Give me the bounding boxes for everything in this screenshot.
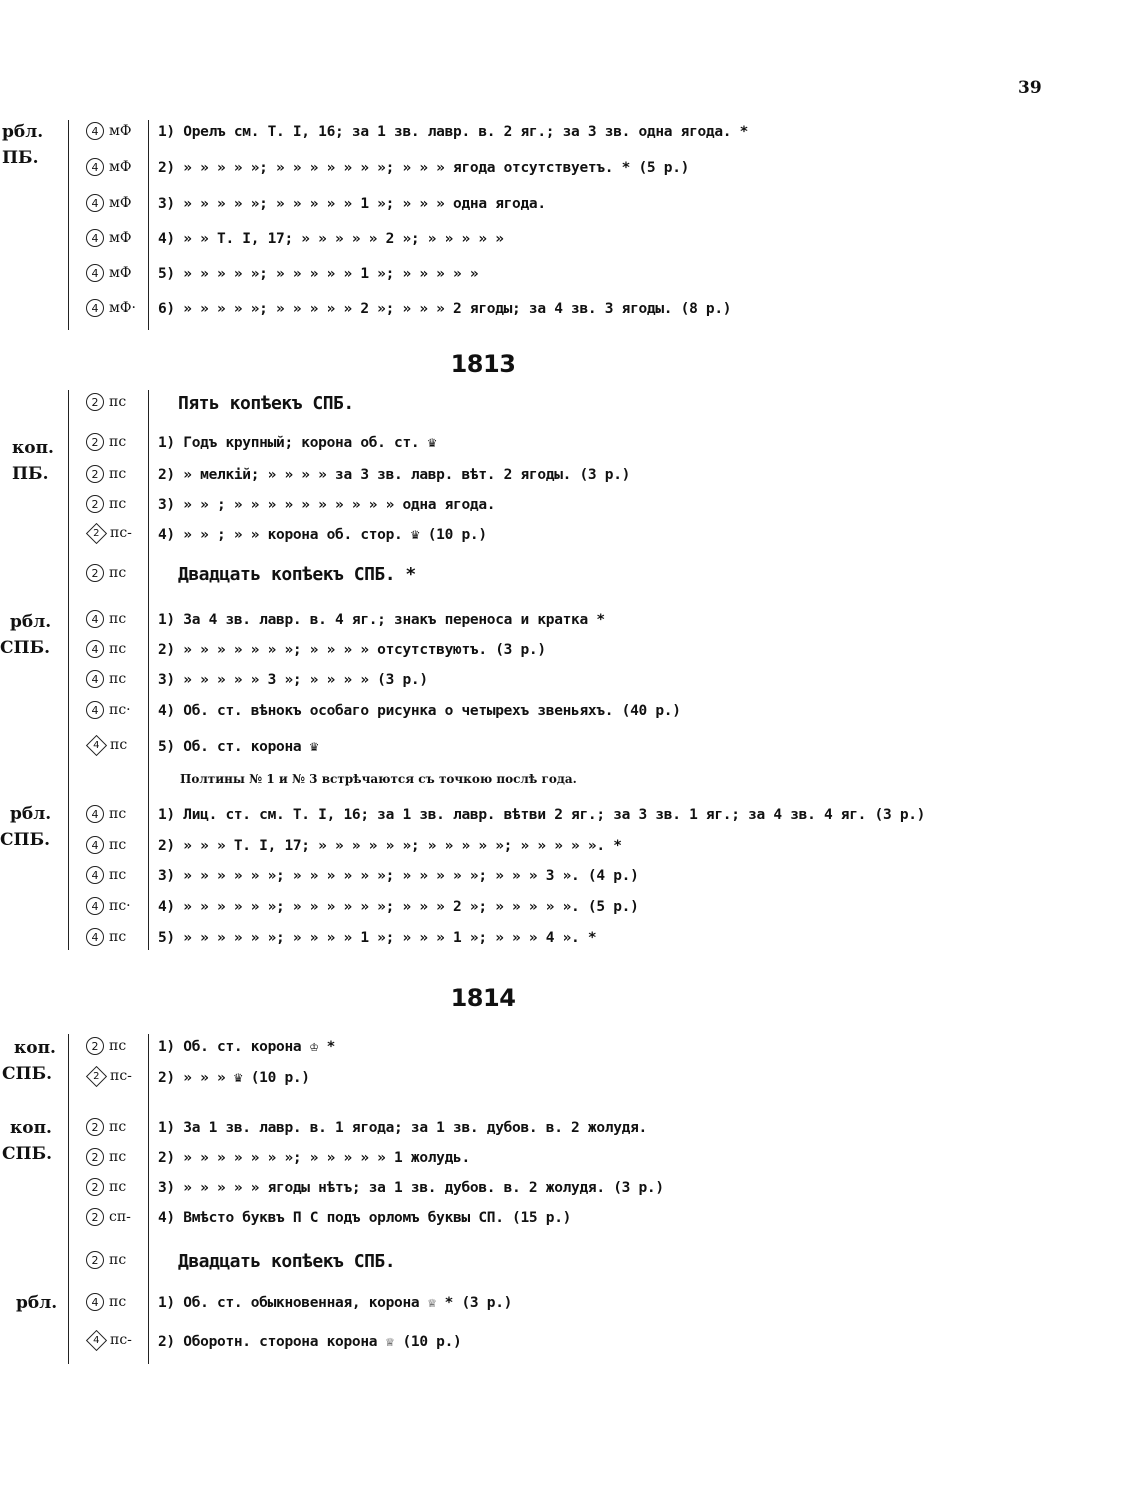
- entry-text: 2) » » » » » » »; » » » » отсутствуютъ. (3 р.): [158, 642, 546, 658]
- mint-mark: пс·: [109, 898, 131, 914]
- entry-text: 3) » » » » » »; » » » » » »; » » » » »; » » » 3 ». (4 р.): [158, 868, 639, 884]
- list-item: [0, 525, 1140, 551]
- circled-number-icon: 2: [86, 465, 104, 483]
- denomination-label: ПБ.: [2, 148, 39, 168]
- entry-text: 1) Об. ст. обыкновенная, корона ♕ * (3 р.): [158, 1295, 513, 1311]
- entry-text: 2) » » » Т. I, 17; » » » » » »; » » » » »; » » » » ». *: [158, 838, 622, 854]
- section-heading: Двадцать копѣекъ СПБ.: [178, 1251, 396, 1272]
- entry-text: 1) Об. ст. корона ♔ *: [158, 1039, 336, 1055]
- entry-text: 1) За 1 зв. лавр. в. 1 ягода; за 1 зв. дубов. в. 2 жолудя.: [158, 1120, 647, 1136]
- entry-text: 2) » мелкій; » » » » за 3 зв. лавр. вѣт. 2 ягоды. (3 р.): [158, 467, 631, 483]
- circled-number-icon: 4: [86, 194, 104, 212]
- list-item: [0, 1037, 1140, 1063]
- list-item: [0, 433, 1140, 459]
- mint-mark: пс: [109, 837, 127, 853]
- circled-number-icon: 4: [86, 640, 104, 658]
- denomination-label: рбл.: [16, 1293, 58, 1313]
- year-heading: 1813: [450, 350, 516, 378]
- section-heading-row: 2 пс Двадцать копѣекъ СПБ.: [0, 1251, 1140, 1277]
- entry-text: 4) Вмѣсто буквъ П С подъ орломъ буквы СП. (15 р.): [158, 1210, 572, 1226]
- circled-number-icon: 2: [86, 393, 104, 411]
- list-item: [0, 158, 1140, 184]
- denomination-label: СПБ.: [0, 638, 51, 658]
- entry-text: 4) Об. ст. вѣнокъ особаго рисунка о четырехъ звеньяхъ. (40 р.): [158, 703, 681, 719]
- list-item: [0, 229, 1140, 255]
- list-item: [0, 701, 1140, 727]
- list-item: [0, 1118, 1140, 1144]
- mint-mark: мФ: [109, 195, 132, 211]
- entry-text: 5) » » » » » »; » » » » 1 »; » » » 1 »; » » » 4 ». *: [158, 930, 597, 946]
- circled-number-icon: 4: [86, 299, 104, 317]
- mint-mark: пс: [109, 611, 127, 627]
- mint-mark: мФ: [109, 230, 132, 246]
- mint-mark: пс: [109, 1038, 127, 1054]
- mint-mark: пс: [109, 641, 127, 657]
- diamond-number-icon: 2: [86, 522, 107, 543]
- mint-mark: пс: [109, 1294, 127, 1310]
- mint-mark: пс: [109, 671, 127, 687]
- list-item: [0, 897, 1140, 923]
- circled-number-icon: 4: [86, 701, 104, 719]
- circled-number-icon: 2: [86, 495, 104, 513]
- circled-number-icon: 2: [86, 1037, 104, 1055]
- circled-number-icon: 4: [86, 1293, 104, 1311]
- mint-mark: пс-: [110, 525, 132, 541]
- mint-mark: пс: [109, 929, 127, 945]
- mint-mark: мФ·: [109, 300, 136, 316]
- denomination-label: коп.: [10, 1118, 52, 1138]
- mint-mark: пс: [109, 466, 127, 482]
- denomination-label: рбл.: [2, 122, 44, 142]
- mint-mark: пс: [110, 737, 128, 753]
- list-item: [0, 264, 1140, 290]
- denomination-label: ПБ.: [12, 464, 49, 484]
- circled-number-icon: 2: [86, 433, 104, 451]
- diamond-number-icon: 2: [86, 1065, 107, 1086]
- circled-number-icon: 4: [86, 670, 104, 688]
- denomination-label: СПБ.: [2, 1064, 53, 1084]
- list-item: [0, 1208, 1140, 1234]
- mint-mark: мФ: [109, 123, 132, 139]
- denomination-label: коп.: [12, 438, 54, 458]
- section-heading-row: 2 пс Двадцать копѣекъ СПБ. *: [0, 564, 1140, 590]
- entry-text: 2) » » » ♛ (10 р.): [158, 1070, 310, 1086]
- entry-text: 4) » » Т. I, 17; » » » » » 2 »; » » » » »: [158, 231, 504, 247]
- list-item: [0, 1293, 1140, 1319]
- mint-mark: пс-: [110, 1068, 132, 1084]
- section-heading: Пять копѣекъ СПБ.: [178, 393, 354, 414]
- mint-mark: пс: [109, 867, 127, 883]
- section-heading: Двадцать копѣекъ СПБ. *: [178, 564, 416, 585]
- list-item: [0, 465, 1140, 491]
- entry-text: 4) » » ; » » корона об. стор. ♛ (10 р.): [158, 527, 487, 543]
- section-heading-row: 2 пс Пять копѣекъ СПБ.: [0, 393, 1140, 419]
- circled-number-icon: 4: [86, 836, 104, 854]
- list-item: [0, 1068, 1140, 1094]
- mint-mark: мФ: [109, 159, 132, 175]
- entry-text: 1) За 4 зв. лавр. в. 4 яг.; знакъ переноса и кратка *: [158, 612, 605, 628]
- list-item: [0, 805, 1140, 831]
- entry-text: 3) » » » » »; » » » » » 1 »; » » » одна ягода.: [158, 196, 546, 212]
- list-item: [0, 640, 1140, 666]
- year-heading: 1814: [450, 984, 516, 1012]
- list-item: [0, 928, 1140, 954]
- circled-number-icon: 2: [86, 1251, 104, 1269]
- list-item: [0, 194, 1140, 220]
- list-item: [0, 836, 1140, 862]
- circled-number-icon: 4: [86, 805, 104, 823]
- entry-text: 3) » » » » » ягоды нѣтъ; за 1 зв. дубов. в. 2 жолудя. (3 р.): [158, 1180, 664, 1196]
- mint-mark: мФ: [109, 265, 132, 281]
- list-item: [0, 299, 1140, 325]
- mint-mark: пс: [109, 434, 127, 450]
- list-item: [0, 866, 1140, 892]
- entry-text: 6) » » » » »; » » » » » 2 »; » » » 2 ягоды; за 4 зв. 3 ягоды. (8 р.): [158, 301, 732, 317]
- entry-text: 2) » » » » »; » » » » » » »; » » » ягода отсутствуетъ. * (5 р.): [158, 160, 690, 176]
- denomination-label: СПБ.: [0, 830, 51, 850]
- denomination-label: СПБ.: [2, 1144, 53, 1164]
- entry-text: 3) » » ; » » » » » » » » » » одна ягода.: [158, 497, 496, 513]
- circled-number-icon: 4: [86, 158, 104, 176]
- circled-number-icon: 4: [86, 897, 104, 915]
- list-item: [0, 1332, 1140, 1358]
- denomination-label: рбл.: [10, 804, 52, 824]
- entry-text: 5) Об. ст. корона ♛: [158, 739, 319, 755]
- denomination-label: рбл.: [10, 612, 52, 632]
- circled-number-icon: 4: [86, 610, 104, 628]
- list-item: [0, 1178, 1140, 1204]
- page-number: 39: [1018, 78, 1042, 98]
- entry-text: 1) Орелъ см. Т. I, 16; за 1 зв. лавр. в. 2 яг.; за 3 зв. одна ягода. *: [158, 124, 749, 140]
- entry-text: 1) Лиц. ст. см. Т. I, 16; за 1 зв. лавр. вѣтви 2 яг.; за 3 зв. 1 яг.; за 4 зв. 4 яг. (3 р.): [158, 807, 926, 823]
- circled-number-icon: 2: [86, 1208, 104, 1226]
- circled-number-icon: 4: [86, 229, 104, 247]
- list-item: [0, 670, 1140, 696]
- list-item: [0, 122, 1140, 148]
- circled-number-icon: 4: [86, 122, 104, 140]
- circled-number-icon: 2: [86, 1178, 104, 1196]
- entry-text: 3) » » » » » 3 »; » » » » (3 р.): [158, 672, 428, 688]
- entry-text: 2) Оборотн. сторона корона ♕ (10 р.): [158, 1334, 462, 1350]
- mint-mark: пс: [109, 806, 127, 822]
- circled-number-icon: 2: [86, 1148, 104, 1166]
- entry-text: 2) » » » » » » »; » » » » » 1 жолудь.: [158, 1150, 470, 1166]
- mint-mark: пс: [109, 1149, 127, 1165]
- list-item: [0, 737, 1140, 763]
- circled-number-icon: 4: [86, 264, 104, 282]
- list-item: [0, 610, 1140, 636]
- mint-mark: пс·: [109, 702, 131, 718]
- mint-mark: пс: [109, 496, 127, 512]
- denomination-label: коп.: [14, 1038, 56, 1058]
- diamond-number-icon: 4: [86, 1329, 107, 1350]
- list-item: [0, 1148, 1140, 1174]
- circled-number-icon: 2: [86, 564, 104, 582]
- entry-text: 5) » » » » »; » » » » » 1 »; » » » » »: [158, 266, 479, 282]
- entry-text: 1) Годъ крупный; корона об. ст. ♛: [158, 435, 437, 451]
- circled-number-icon: 4: [86, 928, 104, 946]
- footnote: Полтины № 1 и № 3 встрѣчаются съ точкою послѣ года.: [180, 772, 577, 786]
- circled-number-icon: 4: [86, 866, 104, 884]
- mint-mark: пс-: [110, 1332, 132, 1348]
- mint-mark: пс: [109, 1119, 127, 1135]
- diamond-number-icon: 4: [86, 734, 107, 755]
- mint-mark: пс: [109, 1179, 127, 1195]
- list-item: [0, 495, 1140, 521]
- entry-text: 4) » » » » » »; » » » » » »; » » » 2 »; » » » » ». (5 р.): [158, 899, 639, 915]
- mint-mark: сп-: [109, 1209, 131, 1225]
- circled-number-icon: 2: [86, 1118, 104, 1136]
